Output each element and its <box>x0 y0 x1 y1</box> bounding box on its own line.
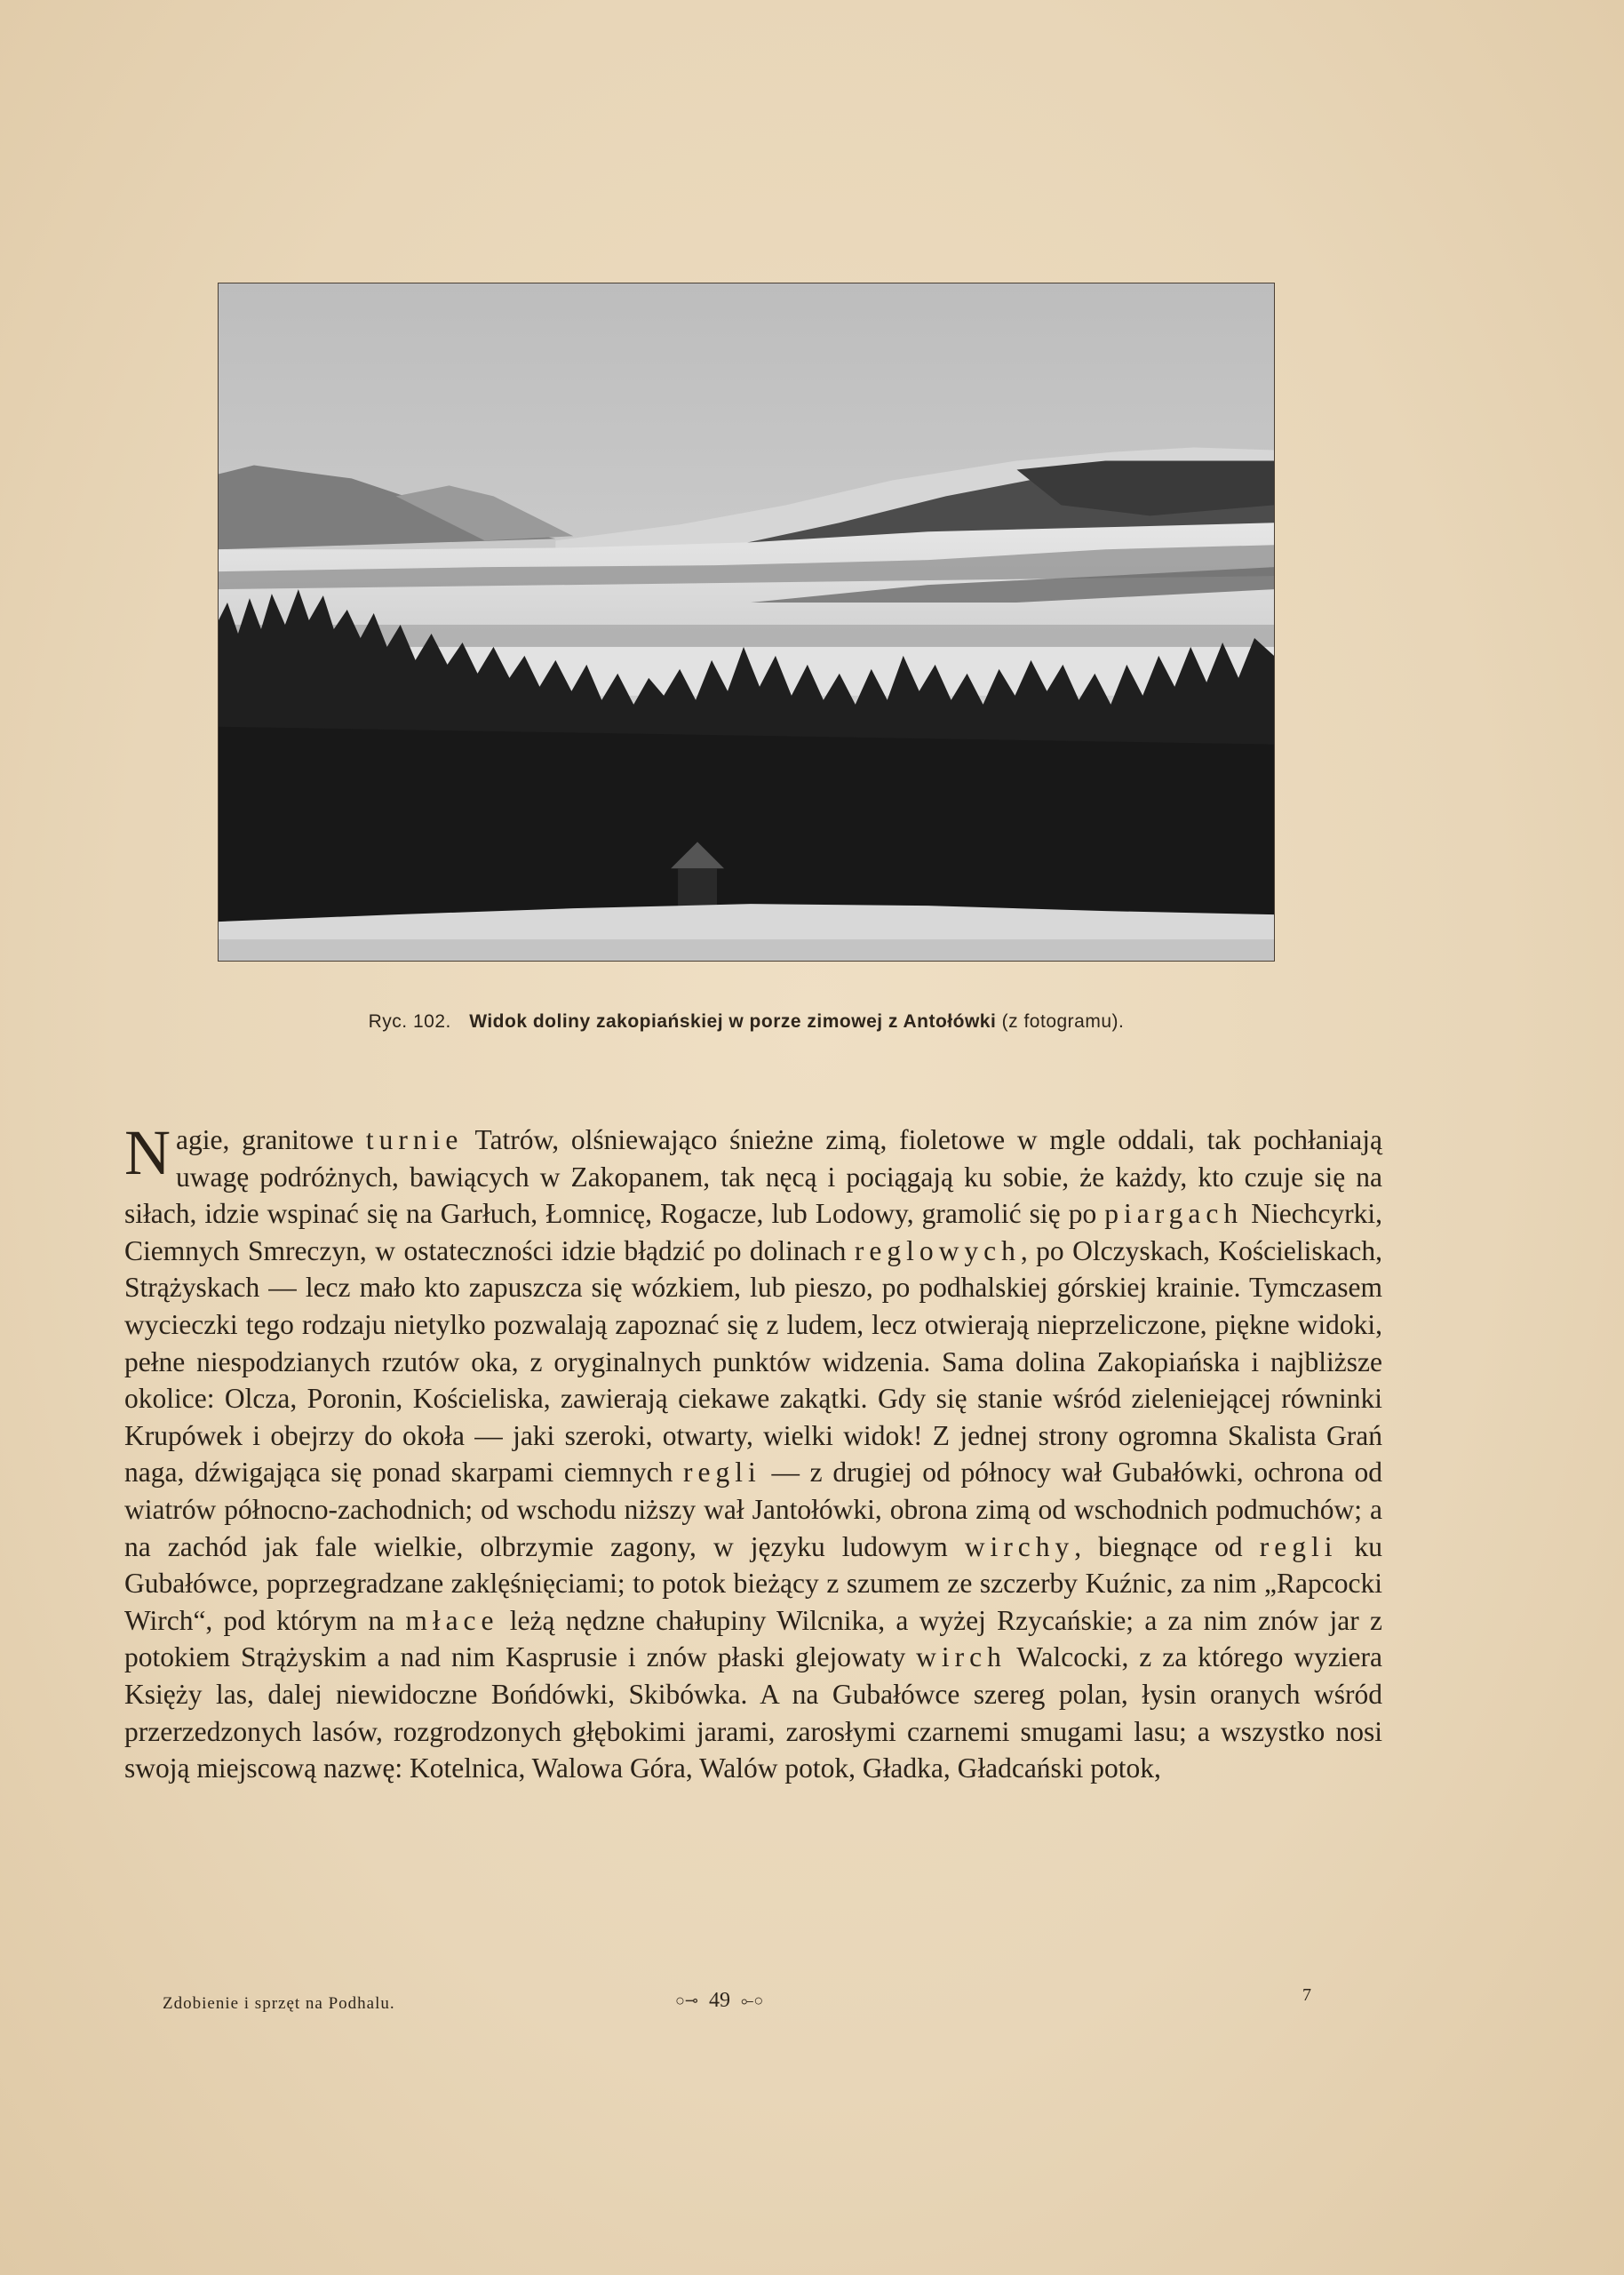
text-segment: Tatrów, olśniewająco śnieżne zimą, fioletowe w mgle oddali, tak pochłaniają uwagę podróżnych, bawiących w Zakopanem, tak nęcą i pociągają ku sobie, że każdy, kto czuje się na siłach, idzie wspinać się na Garłuch, Łomnicę, Rogacze, lub Lodowy, gramolić się po <box>124 1124 1383 1230</box>
text-segment: — z drugiej od północy wał Gubałówki, ochrona od wiatrów północno-zachodnich; od wschodu niższy wał Jantołówki, obrona zimą od wschodnich podmuchów; a na zachód jak fale wielkie, olbrzymie zagony, w języku ludowym <box>124 1457 1382 1562</box>
figure-caption <box>218 1011 1275 1033</box>
body-text <box>124 1117 1383 1787</box>
left-ornament-icon: ○⊸ <box>675 1992 698 2009</box>
text-segment: ku Gubałówce, poprzegradzane zaklęśnięciami; to potok bieżący z szumem ze szczerby Kuźnic, za nim „Rapcocki Wirch“, pod którym na <box>124 1530 1382 1636</box>
spaced-term: turnie <box>365 1124 464 1155</box>
winter-valley-photo <box>218 283 1275 962</box>
signature-mark: 7 <box>1302 1985 1311 2005</box>
text-segment: , po Olczyskach, Kościeliskach, Strążyskach — lecz mało kto zapuszcza się wózkiem, lub pieszo, po podhalskiej górskiej krainie. Tymczasem wycieczki tego rodzaju nietylko pozwalają zapoznać się z ludem, lecz otwierają nieprzeliczone, piękne widoki, pełne niespodzianych rzutów oka, z oryginalnych punktów widzenia. Sama dolina Zakopiańska i najbliższe okolice: Olcza, Poronin, Kościeliska, zawierają ciekawe zakątki. Gdy się stanie wśród zieleniejącej równinki Krupówek i obejrzy do okoła — jaki szeroki, otwarty, wielki widok! Z jednej strony ogromna Skalista Grań naga, dźwigająca się ponad skarpami ciemnych <box>124 1234 1382 1489</box>
text-segment: Walcocki, z za którego wyziera Księży las, dalej niewidoczne Bońdówki, Skibówka. A na Gubałówce szereg polan, łysin oranych wśród przerzedzonych lasów, rozgrodzonych głębokimi jarami, zarosłymi czarnemi smugami lasu; a wszystko nosi swoją miejscową nazwę: Kotelnica, Walowa Góra, Walów potok, Gładka, Gładcański potok, <box>124 1641 1382 1784</box>
body-paragraph <box>124 1117 1383 1787</box>
text-segment: agie, granitowe <box>176 1124 366 1155</box>
text-segment: leżą nędzne chałupiny Wilcnika, a wyżej Rzycańskie; a za nim znów jar z potokiem Strążyskim a nad nim Kasprusie i znów płaski glejowaty <box>124 1604 1382 1673</box>
photo-illustration <box>219 283 1274 961</box>
spaced-term: piargach <box>1104 1198 1244 1230</box>
page-number-block <box>675 1989 763 2013</box>
spaced-term: wirchy <box>964 1530 1075 1562</box>
paragraph-content <box>124 1117 1383 1784</box>
figure-title: Widok doliny zakopiańskiej w porze zimowej z Antołówki <box>469 1011 997 1032</box>
spaced-term: regli <box>1259 1530 1338 1562</box>
figure-ref: Ryc. 102. <box>368 1011 451 1032</box>
running-footer-title: Zdobienie i sprzęt na Podhalu. <box>163 1994 395 2013</box>
figure-source: (z fotogramu). <box>1001 1011 1125 1032</box>
page-footer <box>0 1985 1624 2024</box>
spaced-term: reglowych <box>854 1234 1021 1266</box>
spaced-term: młace <box>405 1604 499 1636</box>
right-ornament-icon: ⟜○ <box>740 1992 764 2009</box>
spaced-term: wirch <box>916 1641 1007 1673</box>
text-segment: Niechcyrki, Ciemnych Smreczyn, w ostateczności idzie błądzić po dolinach <box>124 1198 1383 1266</box>
drop-cap: N <box>124 1117 171 1188</box>
page-number: 49 <box>708 1989 730 2012</box>
text-segment: , biegnące od <box>1074 1530 1260 1562</box>
spaced-term: regli <box>683 1457 761 1489</box>
